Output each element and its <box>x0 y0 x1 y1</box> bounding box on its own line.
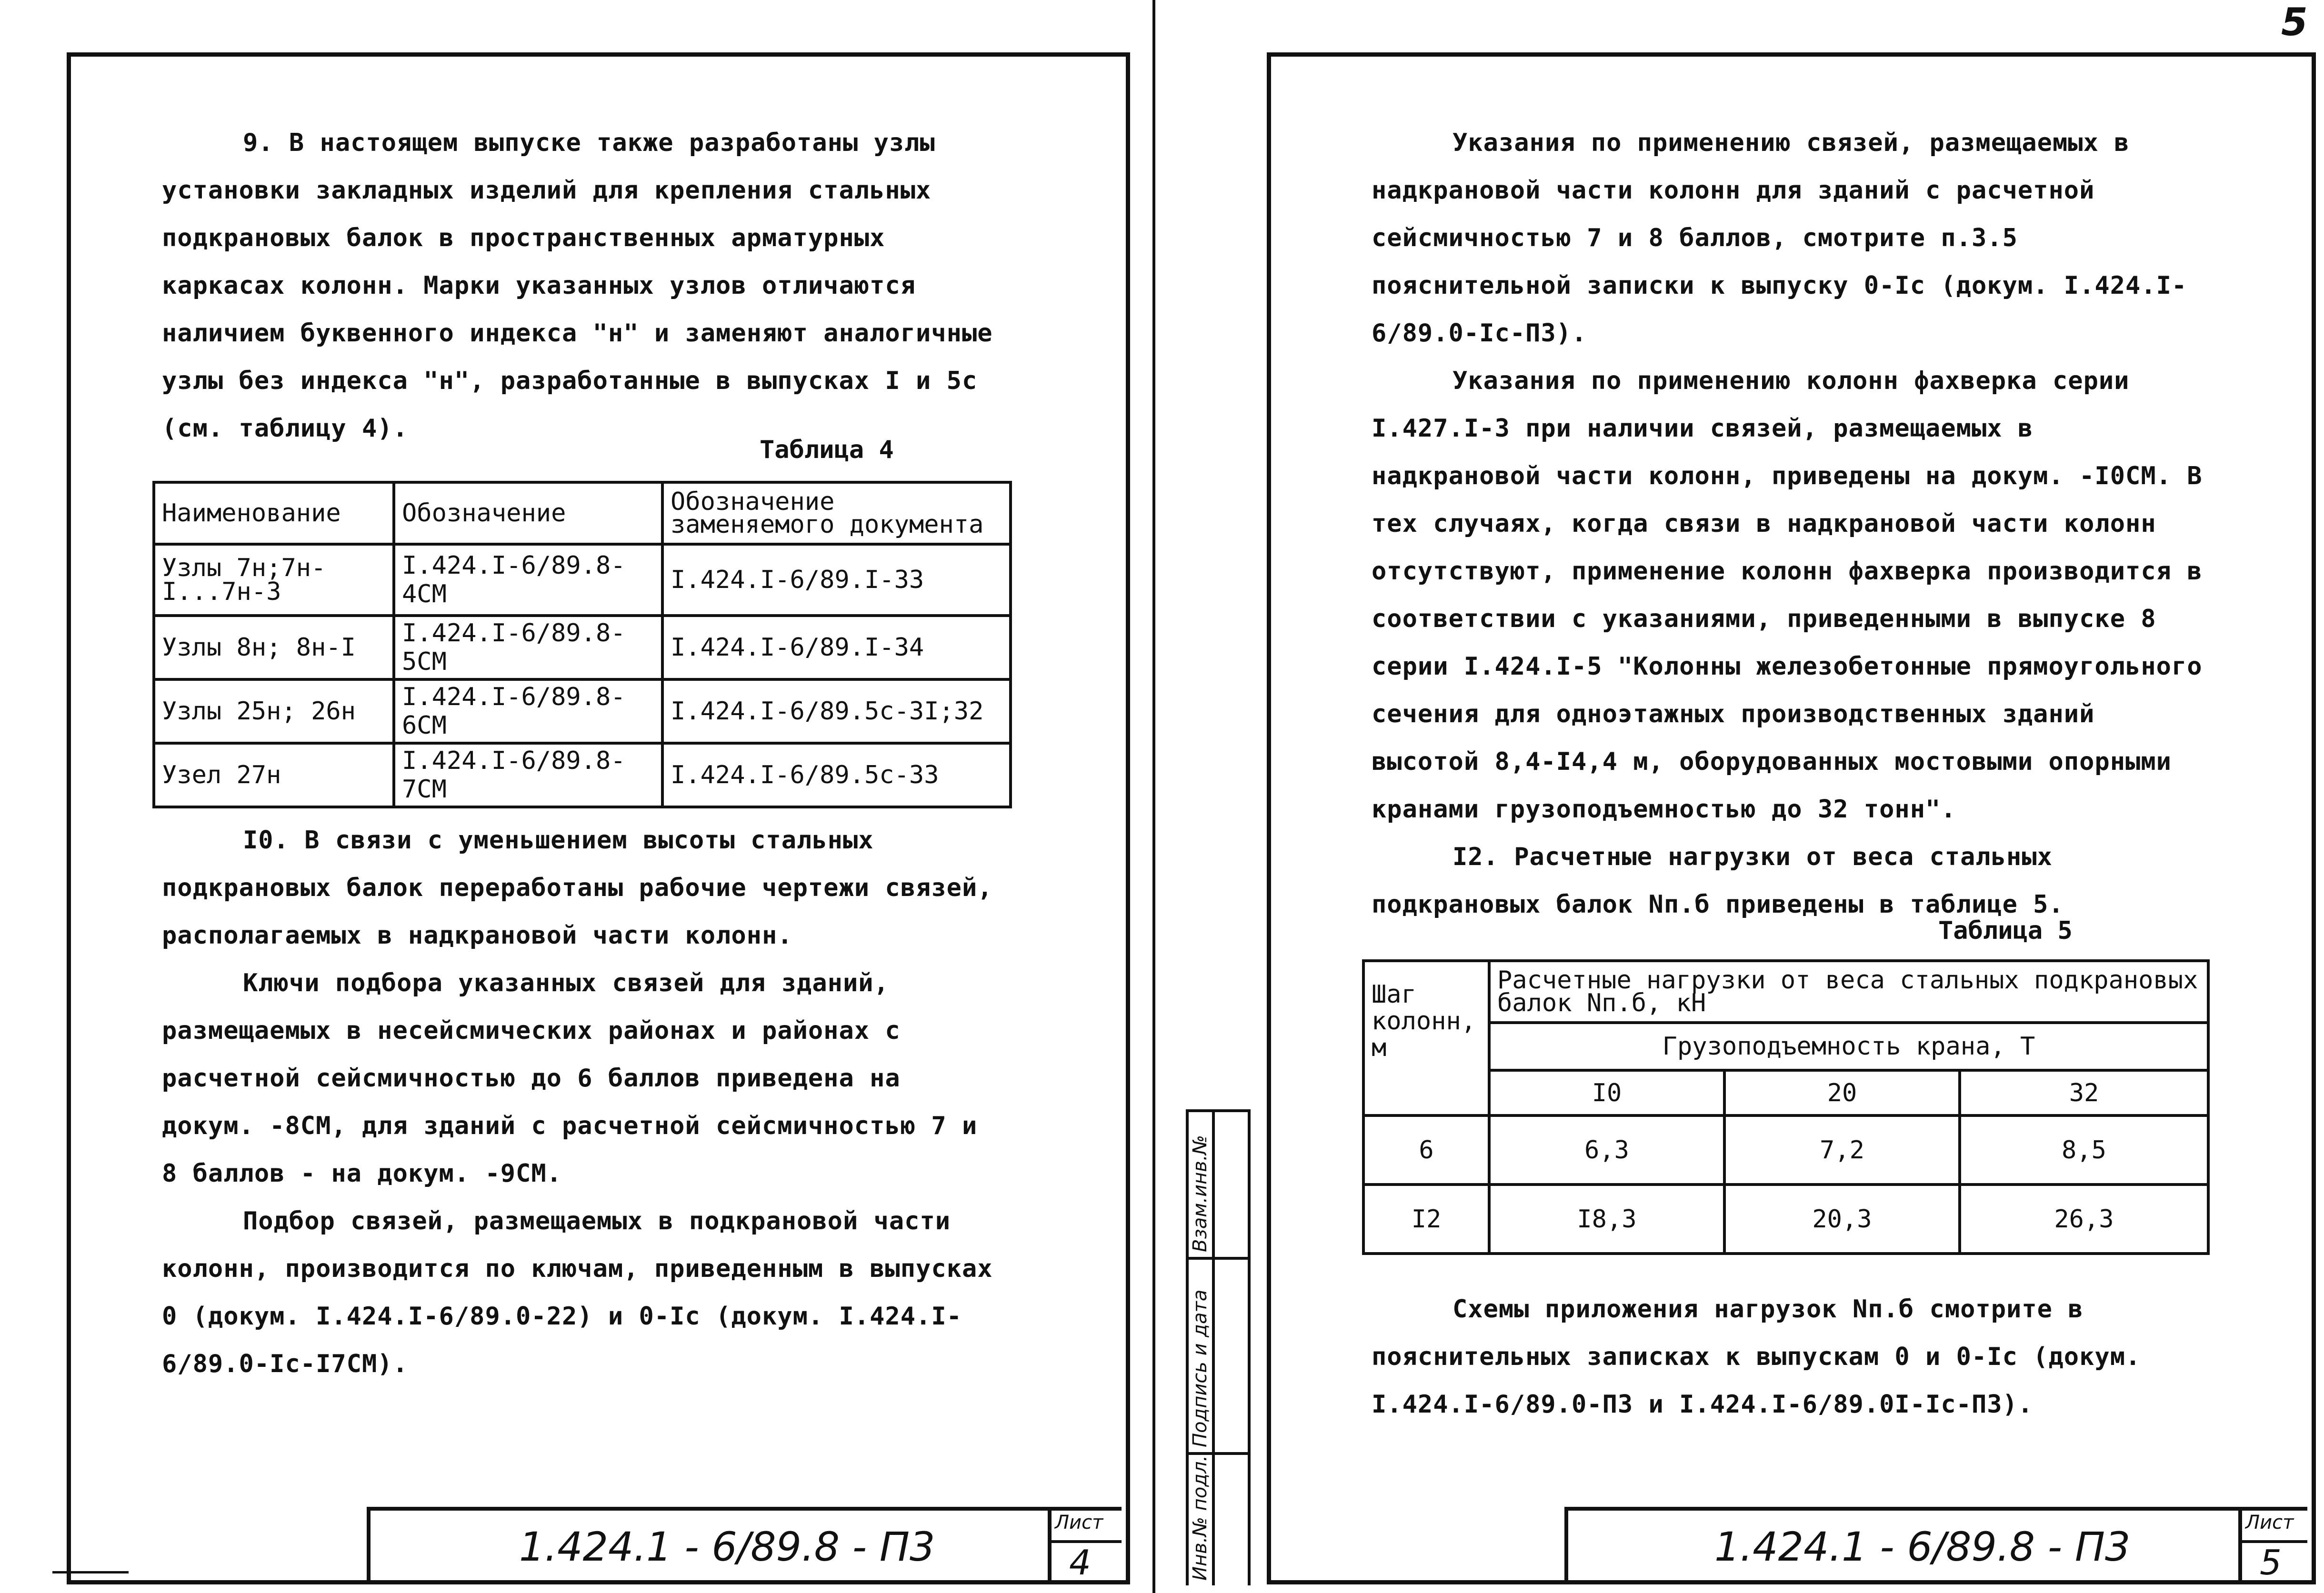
table-5 <box>1362 959 2210 1255</box>
table5-col1-header: Шаг колонн, м <box>1363 961 1489 1115</box>
table5-caption: Таблица 5 <box>1938 916 2073 945</box>
table5-cell: 8,5 <box>1960 1115 2208 1185</box>
table4-cell: I.424.I-6/89.8-7СМ <box>394 743 662 807</box>
binding-strip-line-1 <box>1186 1109 1189 1585</box>
table4-cell: I.424.I-6/89.5с-3I;32 <box>662 679 1011 743</box>
right-sheet-box-line <box>2238 1507 2242 1583</box>
binding-strip-line-3 <box>1248 1109 1251 1585</box>
right-paragraphs <box>1372 119 2214 928</box>
table5-cell: 6 <box>1363 1115 1489 1185</box>
table5-cell: 26,3 <box>1960 1185 2208 1254</box>
binding-strip-top <box>1186 1109 1251 1112</box>
table4-cell: Узел 27н <box>154 743 394 807</box>
table4-caption: Таблица 4 <box>760 436 894 464</box>
table4-cell: I.424.I-6/89.5с-33 <box>662 743 1011 807</box>
paragraph-10c: Подбор связей, размещаемых в подкрановой части колонн, производится по ключам, приведенным в выпусках 0 (докум. I.424.I-6/89.0-22) и 0-Iс (докум. I.424.I-6/89.0-Iс-I7СМ). <box>162 1207 993 1378</box>
table5-capacity: I0 <box>1489 1070 1724 1115</box>
fold-line <box>1152 0 1155 1593</box>
left-paragraph-10 <box>162 816 1005 1388</box>
left-stamp-code: 1.424.1 - 6/89.8 - П3 <box>519 1523 935 1570</box>
table4-cell: Узлы 8н; 8н-I <box>154 616 394 679</box>
table4-cell: Узлы 25н; 26н <box>154 679 394 743</box>
binding-divider <box>1186 1257 1251 1260</box>
left-sheet-label: Лист <box>1055 1512 1103 1533</box>
right-stamp-top-line <box>1564 1507 2307 1511</box>
table5-cell: I8,3 <box>1489 1185 1724 1254</box>
table4-cell: I.424.I-6/89.8-4СМ <box>394 544 662 616</box>
table5-group-header: Расчетные нагрузки от веса стальных подкрановых балок Nп.б, кН <box>1489 961 2208 1023</box>
table5-sub-header: Грузоподъемность крана, Т <box>1489 1023 2208 1070</box>
paragraph-10b: Ключи подбора указанных связей для зданий, размещаемых в несейсмических районах и районах с расчетной сейсмичностью до 6 баллов приведена на докум. -8СМ, для зданий с расчетной сейсмичностью 7 и 8 баллов - на докум. -9СМ. <box>162 969 978 1188</box>
right-sheet-label: Лист <box>2245 1512 2294 1533</box>
table5-cell: 7,2 <box>1724 1115 1960 1185</box>
paragraph-11b: Указания по применению колонн фахверка серии I.427.I-3 при наличии связей, размещаемых в надкрановой части колонн, приведены на докум. -I0СМ. В тех случаях, когда связи в надкрановой части колонн отсутствуют, применение колонн фахверка производится в соответствии с указаниями, приведенными в выпуске 8 серии I.424.I-5 "Колонны железобетонные прямоугольного сечения для одноэтажных производственных зданий высотой 8,4-I4,4 м, оборудованных мостовыми опорными кранами грузоподъемностью до 32 тонн". <box>1372 367 2203 824</box>
table5-cell: I2 <box>1363 1185 1489 1254</box>
right-stamp-code: 1.424.1 - 6/89.8 - П3 <box>1714 1523 2131 1570</box>
left-sheet-box-line <box>1048 1507 1052 1583</box>
table4-cell: I.424.I-6/89.8-6СМ <box>394 679 662 743</box>
right-paragraph-13 <box>1372 1285 2214 1428</box>
table5-cell: 6,3 <box>1489 1115 1724 1185</box>
binding-divider <box>1186 1452 1251 1455</box>
binding-strip-line-2 <box>1212 1109 1215 1585</box>
left-sheet-number: 4 <box>1069 1543 1091 1583</box>
left-bottom-margin-line <box>52 1571 129 1573</box>
table4-header: Наименование <box>154 482 394 544</box>
binding-label: Взам.инв.№ <box>1189 1135 1211 1252</box>
table4-cell: I.424.I-6/89.I-34 <box>662 616 1011 679</box>
left-paragraph-9: 9. В настоящем выпуске также разработаны узлы установки закладных изделий для крепления стальных подкрановых балок в пространственных арматурных каркасах колонн. Марки указанных узлов отличаются наличием буквенного индекса "н" и заменяют аналогичные узлы без индекса "н", разработанные в выпусках I и 5с (см. таблицу 4). <box>162 129 993 443</box>
paragraph-13: Схемы приложения нагрузок Nп.б смотрите в пояснительных записках к выпускам 0 и 0-Iс (докум. I.424.I-6/89.0-П3 и I.424.I-6/89.0I-Iс-П3). <box>1372 1295 2141 1419</box>
table4-header: Обозначение заменяемого документа <box>662 482 1011 544</box>
paragraph-11a: Указания по применению связей, размещаемых в надкрановой части колонн для зданий с расчетной сейсмичностью 7 и 8 баллов, смотрите п.3.5 пояснительной записки к выпуску 0-Iс (докум. I.424.I-6/89.0-Iс-П3). <box>1372 129 2187 348</box>
left-stamp-left-line <box>367 1507 371 1583</box>
page-number-top: 5 <box>2281 0 2308 44</box>
table4-header: Обозначение <box>394 482 662 544</box>
table5-capacity: 20 <box>1724 1070 1960 1115</box>
right-stamp-left-line <box>1564 1507 1568 1583</box>
table4-cell: I.424.I-6/89.8-5СМ <box>394 616 662 679</box>
table4-cell: I.424.I-6/89.I-33 <box>662 544 1011 616</box>
paragraph-10: I0. В связи с уменьшением высоты стальных подкрановых балок переработаны рабочие чертежи связей, располагаемых в надкрановой части колонн. <box>162 826 993 950</box>
table5-cell: 20,3 <box>1724 1185 1960 1254</box>
right-sheet-number: 5 <box>2260 1543 2282 1583</box>
binding-label: Подпись и дата <box>1189 1289 1211 1447</box>
left-stamp-top-line <box>367 1507 1122 1511</box>
paragraph-12: I2. Расчетные нагрузки от веса стальных подкрановых балок Nп.б приведены в таблице 5. <box>1372 843 2064 919</box>
table5-capacity: 32 <box>1960 1070 2208 1115</box>
table-4 <box>152 481 1012 808</box>
binding-label: Инв.№ подл. <box>1189 1455 1211 1581</box>
table4-cell: Узлы 7н;7н-I...7н-3 <box>154 544 394 616</box>
